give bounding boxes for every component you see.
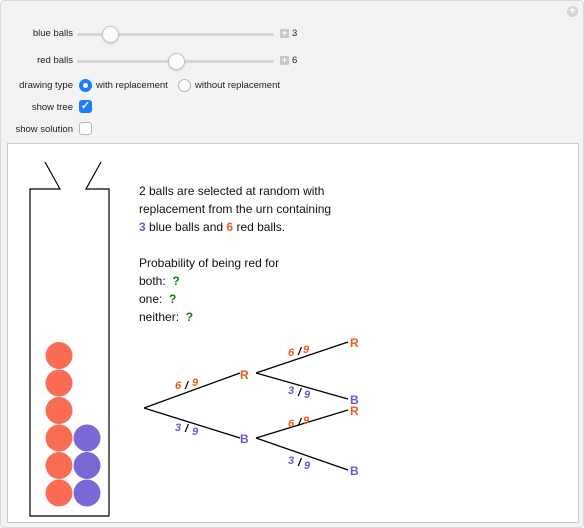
prob-first-red-num: 6	[175, 380, 182, 392]
blue-ball	[74, 425, 101, 452]
with-replacement-label[interactable]: with replacement	[96, 80, 168, 91]
prob-blue-red-num: 6	[288, 418, 295, 430]
prob-red-red-slash: /	[298, 346, 302, 358]
blue-ball	[74, 452, 101, 479]
problem-line-2: replacement from the urn containing	[139, 202, 332, 216]
drawing-type-label: drawing type	[19, 80, 73, 91]
one-unknown: ?	[169, 292, 177, 306]
show-solution-label: show solution	[15, 124, 73, 135]
node-r: R	[240, 368, 249, 382]
prob-red-red	[288, 344, 310, 359]
output-canvas	[7, 143, 579, 523]
without-replacement-radio[interactable]	[178, 79, 191, 92]
leaf-rr: R	[350, 336, 359, 350]
red-balls-plus-icon[interactable]: +	[281, 55, 288, 65]
branch-red-red	[256, 342, 348, 373]
neither-unknown: ?	[185, 310, 194, 324]
show-tree-label: show tree	[31, 102, 73, 113]
blue-balls-plus-icon[interactable]: +	[281, 28, 288, 38]
node-b: B	[240, 432, 249, 446]
show-tree-checkbox[interactable]: ✓	[80, 100, 91, 112]
neither-label: neither:	[139, 310, 180, 324]
prob-first-blue-slash: /	[185, 423, 189, 435]
both-row	[139, 272, 331, 290]
spacer	[139, 236, 331, 254]
with-replacement-radio[interactable]	[79, 79, 92, 92]
prob-blue-red-slash: /	[298, 417, 302, 429]
problem-line-1: 2 balls are selected at random with	[139, 184, 325, 198]
prob-blue-blue-num: 3	[288, 455, 295, 467]
expand-icon[interactable]: +	[567, 6, 578, 17]
leaf-bb: B	[350, 464, 359, 478]
one-label: one:	[139, 292, 163, 306]
prob-red-red-num: 6	[288, 347, 295, 359]
prob-first-red-slash: /	[185, 380, 189, 392]
prob-red-blue-den: 9	[304, 389, 311, 401]
red-ball	[46, 370, 73, 397]
branch-red-blue	[256, 373, 348, 399]
leaf-rb: B	[350, 393, 359, 407]
branch-blue-red	[256, 410, 348, 438]
red-ball	[46, 425, 73, 452]
red-balls-slider-thumb[interactable]	[168, 53, 185, 70]
red-ball	[46, 397, 73, 424]
neither-row	[139, 308, 331, 326]
prob-blue-blue	[288, 455, 311, 472]
both-unknown: ?	[172, 274, 180, 288]
red-ball	[46, 480, 73, 507]
show-solution-checkbox[interactable]	[79, 122, 92, 135]
prob-blue-blue-den: 9	[304, 460, 311, 472]
problem-line-3	[139, 218, 331, 236]
prob-blue-red-den: 9	[303, 415, 310, 427]
red-ball	[46, 342, 73, 369]
without-replacement-label[interactable]: without replacement	[195, 80, 281, 91]
prob-first-blue-num: 3	[175, 422, 182, 434]
blue-count: 3	[139, 220, 146, 234]
one-row	[139, 290, 331, 308]
branch-blue-blue	[256, 438, 348, 470]
prob-red-blue-num: 3	[288, 385, 295, 397]
prob-blue-red	[288, 415, 310, 430]
prob-first-red-den: 9	[192, 377, 199, 389]
leaf-br: R	[350, 404, 359, 418]
prob-red-blue-slash: /	[298, 387, 302, 399]
red-ball	[46, 452, 73, 479]
problem-statement	[139, 182, 331, 326]
blue-balls-value: 3	[292, 28, 298, 39]
red-balls-value: 6	[292, 55, 298, 66]
prob-heading: Probability of being red for	[139, 256, 280, 270]
red-balls-label: red balls	[37, 55, 73, 66]
both-label: both:	[139, 274, 166, 288]
blue-ball	[74, 480, 101, 507]
urn-balls	[46, 342, 101, 507]
blue-balls-label: blue balls	[32, 28, 73, 39]
prob-first-blue-den: 9	[192, 426, 199, 438]
red-count: 6	[226, 220, 234, 234]
prob-blue-blue-slash: /	[298, 457, 302, 469]
prob-red-red-den: 9	[303, 344, 310, 356]
blue-balls-slider-thumb[interactable]	[102, 26, 119, 43]
red-text: red balls.	[233, 220, 286, 234]
blue-text: blue balls and	[145, 220, 227, 234]
